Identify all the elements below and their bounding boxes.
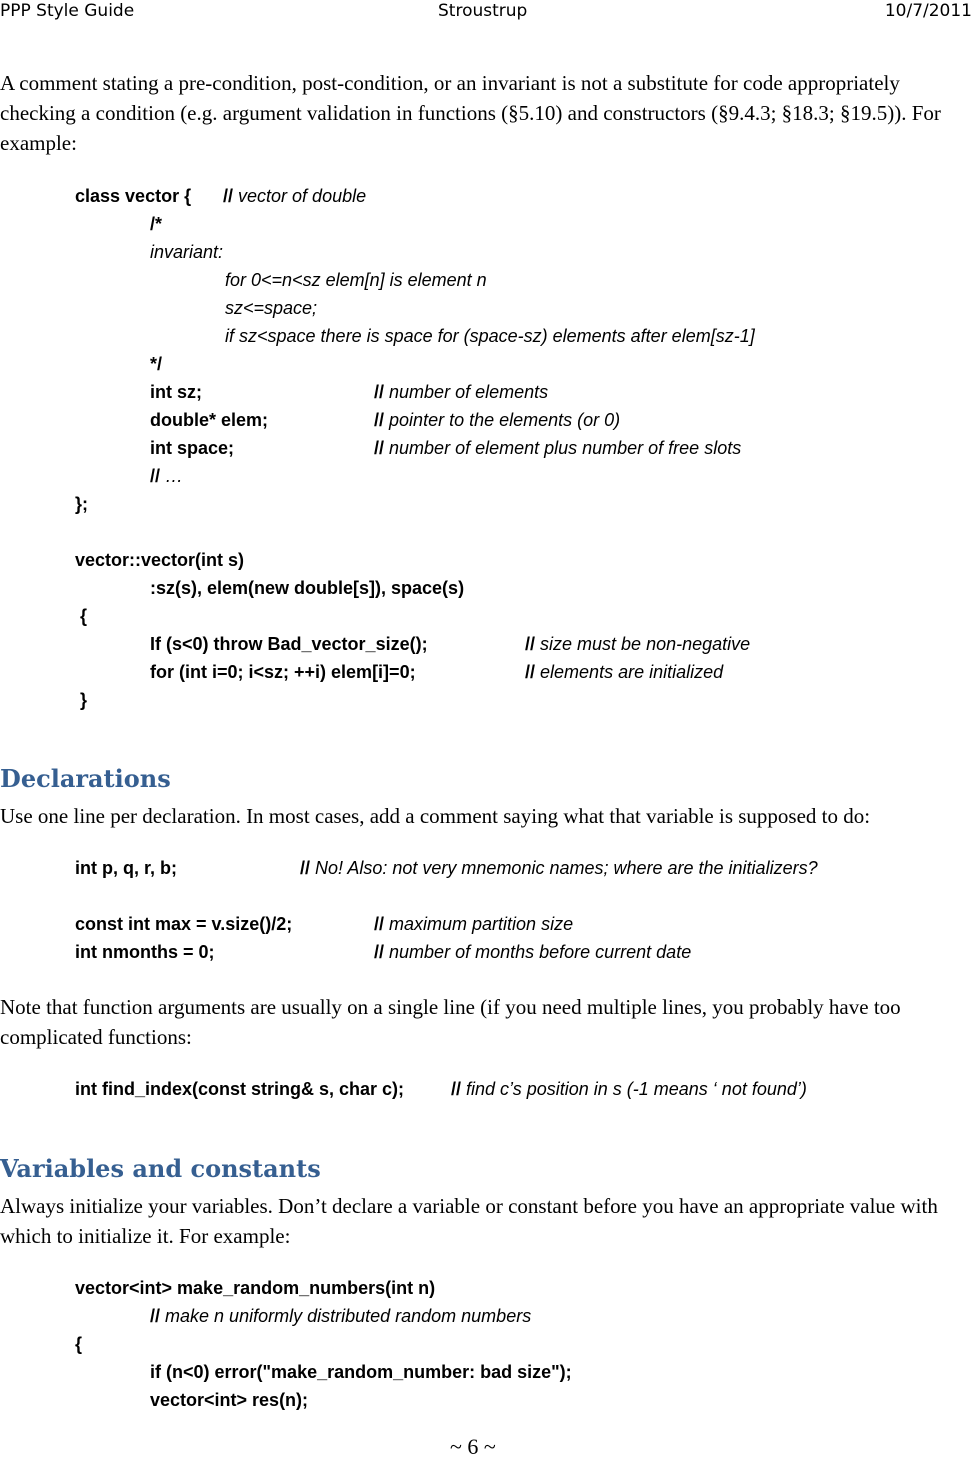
code-comment: // number of elements	[374, 382, 549, 402]
code-line: */	[150, 354, 163, 374]
section-heading-variables: Variables and constants	[0, 1154, 321, 1183]
code-line: int find_index(const string& s, char c);	[75, 1079, 405, 1099]
code-comment: // pointer to the elements (or 0)	[374, 410, 621, 430]
code-line: double* elem;	[150, 410, 269, 430]
code-comment: // size must be non-negative	[525, 634, 751, 654]
intro-paragraph: A comment stating a pre-condition, post-condition, or an invariant is not a substitute for code appropriately checking a condition (e.g. argument validation in functions (§5.10) and constructors (§9.4.3; §18.3; §19.5)). For example:	[0, 71, 941, 155]
declarations-paragraph: Use one line per declaration. In most cases, add a comment saying what that variable is supposed to do:	[0, 804, 871, 828]
code-comment: if sz<space there is space for (space-sz) elements after elem[sz-1]	[225, 326, 755, 346]
code-line: If (s<0) throw Bad_vector_size();	[150, 634, 428, 654]
code-line: :sz(s), elem(new double[s]), space(s)	[150, 578, 465, 598]
code-comment: // maximum partition size	[374, 914, 574, 934]
code-comment: // No! Also: not very mnemonic names; where are the initializers?	[300, 858, 818, 878]
page-header	[0, 0, 974, 26]
header-doc-title: PPP Style Guide	[0, 1, 135, 21]
code-comment: // elements are initialized	[525, 662, 724, 682]
code-line: }	[80, 690, 88, 710]
section-heading-declarations: Declarations	[0, 764, 171, 793]
code-comment: // make n uniformly distributed random numbers	[150, 1306, 532, 1326]
code-line: {	[75, 1334, 83, 1354]
code-line: int space;	[150, 438, 235, 458]
code-line: class vector {	[75, 186, 192, 206]
note-paragraph: Note that function arguments are usually on a single line (if you need multiple lines, you probably have too complicated functions:	[0, 995, 901, 1049]
code-comment: // …	[150, 466, 184, 486]
code-line: vector::vector(int s)	[75, 550, 245, 570]
page-number: ~ 6 ~	[450, 1434, 496, 1459]
code-line: int nmonths = 0;	[75, 942, 215, 962]
code-comment: sz<=space;	[225, 298, 318, 318]
code-line: /*	[150, 214, 163, 234]
code-line: int p, q, r, b;	[75, 858, 177, 878]
header-date: 10/7/2011	[884, 1, 972, 21]
code-line: vector<int> make_random_numbers(int n)	[75, 1278, 436, 1298]
code-line: for (int i=0; i<sz; ++i) elem[i]=0;	[150, 662, 416, 682]
code-line: vector<int> res(n);	[150, 1390, 309, 1410]
variables-paragraph: Always initialize your variables. Don’t declare a variable or constant before you have an appropriate value with which to initialize it. For example:	[0, 1194, 938, 1248]
code-comment: // number of element plus number of free slots	[374, 438, 742, 458]
code-line: int sz;	[150, 382, 202, 402]
header-author: Stroustrup	[438, 1, 528, 21]
code-line: };	[75, 494, 88, 514]
code-comment: // number of months before current date	[374, 942, 692, 962]
code-line: {	[80, 606, 88, 626]
code-comment: // vector of double	[223, 186, 367, 206]
code-line: const int max = v.size()/2;	[75, 914, 293, 934]
code-comment: invariant:	[150, 242, 224, 262]
code-comment: for 0<=n<sz elem[n] is element n	[225, 270, 487, 290]
code-comment: // find c’s position in s (-1 means ‘ not found’)	[451, 1079, 807, 1099]
code-line: if (n<0) error("make_random_number: bad size");	[150, 1362, 572, 1382]
